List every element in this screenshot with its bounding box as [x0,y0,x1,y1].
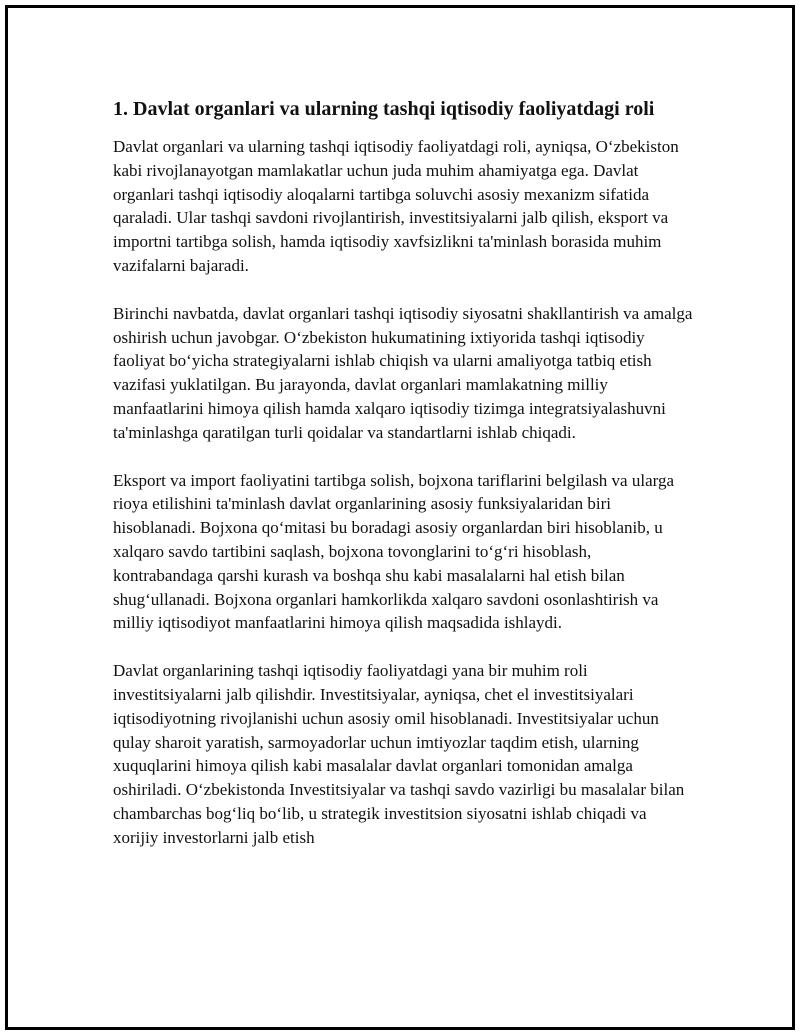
paragraph-4: Davlat organlarining tashqi iqtisodiy faoliyatdagi yana bir muhim roli investitsiyalarni jalb qilishdir. Investitsiyalar, ayniqsa, chet el investitsiyalari iqtisodiyotning rivojlanishi uchun asosiy omil hisoblanadi. Investitsiyalar uchun qulay sharoit yaratish, sarmoyadorlar uchun imtiyozlar taqdim etish, ularning xuquqlarini himoya qilish kabi masalalar davlat organlari tomonidan amalga oshiriladi. O‘zbekistonda Investitsiyalar va tashqi savdo vazirligi bu masalalar bilan chambarchas bog‘liq bo‘lib, u strategik investitsion siyosatni ishlab chiqadi va xorijiy investorlarni jalb etish [113,661,685,847]
paragraph-1: Davlat organlari va ularning tashqi iqtisodiy faoliyatdagi roli, ayniqsa, O‘zbekiston kabi rivojlanayotgan mamlakatlar uchun juda muhim ahamiyatga ega. Davlat organlari tashqi iqtisodiy aloqalarni tartibga soluvchi asosiy mexanizm sifatida qaraladi. Ular tashqi savdoni rivojlantirish, investitsiyalarni jalb qilish, eksport va importni tartibga solish, hamda iqtisodiy xavfsizlikni ta'minlash borasida muhim vazifalarni bajaradi. [113,137,679,275]
section-heading: 1. Davlat organlari va ularning tashqi iqtisodiy faoliyatdagi roli [113,98,655,120]
paragraph-3: Eksport va import faoliyatini tartibga solish, bojxona tariflarini belgilash va ularga rioya etilishini ta'minlash davlat organlarining asosiy funksiyalaridan biri hisoblanadi. Bojxona qo‘mitasi bu boradagi asosiy organlardan biri hisoblanib, u xalqaro savdo tartibini saqlash, bojxona tovonglarini to‘g‘ri hisoblash, kontrabandaga qarshi kurash va boshqa shu kabi masalalarni hal etish bilan shug‘ullanadi. Bojxona organlari hamkorlikda xalqaro savdoni osonlashtirish va milliy iqtisodiyot manfaatlarini himoya qilish maqsadida ishlaydi. [113,470,675,633]
paragraph-2: Birinchi navbatda, davlat organlari tashqi iqtisodiy siyosatni shakllantirish va amalga oshirish uchun javobgar. O‘zbekiston hukumatining ixtiyorida tashqi iqtisodiy faoliyat bo‘yicha strategiyalarni ishlab chiqish va ularni amaliyotga tatbiq etish vazifasi yuklatilgan. Bu jarayonda, davlat organlari mamlakatning milliy manfaatlarini himoya qilish hamda xalqaro iqtisodiy tizimga integratsiyalashuvni ta'minlashga qaratilgan turli qoidalar va standartlarni ishlab chiqadi. [113,303,693,442]
document-body [113,96,693,874]
